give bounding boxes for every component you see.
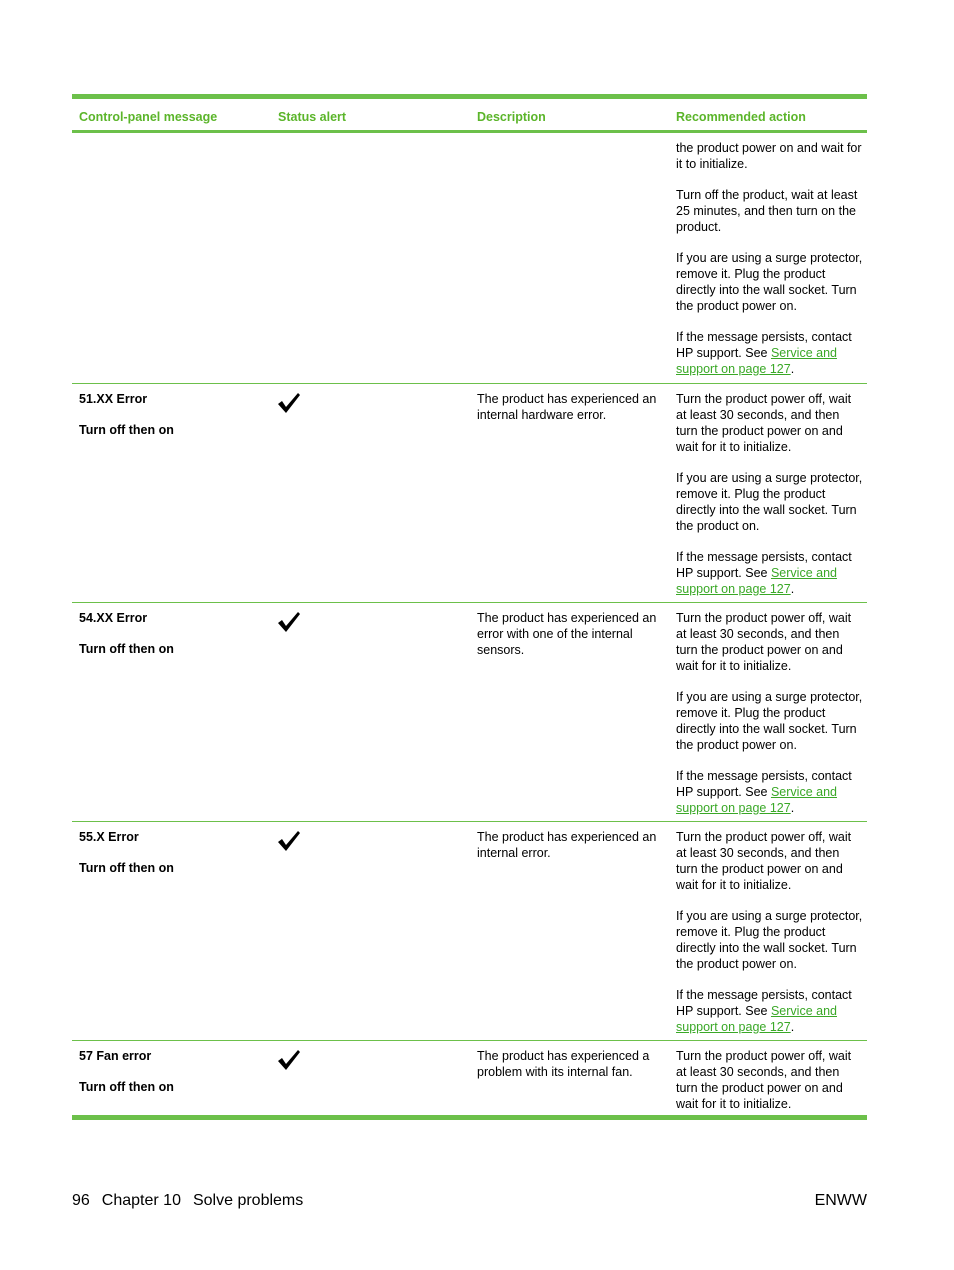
action-text: If you are using a surge protector, remove it. Plug the product directly into the wall socket. Turn the product on. bbox=[676, 471, 863, 533]
header-recommended-action: Recommended action bbox=[676, 110, 806, 124]
control-panel-message: 54.XX Error bbox=[79, 611, 148, 625]
control-panel-submessage: Turn off then on bbox=[79, 861, 174, 875]
table-row-continuation bbox=[72, 133, 867, 384]
table-row bbox=[72, 384, 867, 603]
control-panel-submessage: Turn off then on bbox=[79, 642, 174, 656]
action-cell bbox=[669, 384, 867, 602]
status-alert-cell bbox=[271, 1041, 470, 1115]
contact-text: If the message persists, contact HP support. See Service and support on page 127. bbox=[676, 550, 852, 596]
page-number: 96 bbox=[72, 1192, 90, 1209]
status-alert-cell bbox=[271, 822, 470, 1040]
table-bottom-rule bbox=[72, 1115, 867, 1120]
message-cell bbox=[72, 822, 271, 1040]
action-text: If you are using a surge protector, remove it. Plug the product directly into the wall socket. Turn the product power on. bbox=[676, 690, 863, 752]
service-support-link[interactable]: Service and support on page 127 bbox=[676, 566, 837, 596]
action-text: Turn the product power off, wait at least 30 seconds, and then turn the product power on and wait for it to initialize. bbox=[676, 1049, 852, 1111]
description-cell: The product has experienced a problem with its internal fan. bbox=[477, 1049, 650, 1079]
checkmark-icon bbox=[276, 829, 302, 853]
control-panel-submessage: Turn off then on bbox=[79, 1080, 174, 1094]
control-panel-submessage: Turn off then on bbox=[79, 423, 174, 437]
table-header-row bbox=[72, 99, 867, 133]
action-cell bbox=[669, 822, 867, 1040]
description-cell bbox=[470, 133, 669, 383]
checkmark-icon bbox=[276, 610, 302, 634]
header-control-panel-message: Control-panel message bbox=[79, 110, 218, 124]
error-message-table bbox=[72, 94, 867, 1120]
action-cell bbox=[669, 603, 867, 821]
service-support-link[interactable]: Service and support on page 127 bbox=[676, 1004, 837, 1034]
action-text: Turn the product power off, wait at least 30 seconds, and then turn the product power on and wait for it to initialize. bbox=[676, 611, 852, 673]
message-cell bbox=[72, 384, 271, 602]
action-text: If you are using a surge protector, remove it. Plug the product directly into the wall socket. Turn the product power on. bbox=[676, 251, 863, 313]
edition-label: ENWW bbox=[814, 1192, 867, 1209]
contact-text: If the message persists, contact HP support. See Service and support on page 127. bbox=[676, 769, 852, 815]
table-row bbox=[72, 603, 867, 822]
service-support-link[interactable]: Service and support on page 127 bbox=[676, 785, 837, 815]
description-cell: The product has experienced an error with one of the internal sensors. bbox=[477, 611, 657, 657]
action-text: Turn the product power off, wait at least 30 seconds, and then turn the product power on and wait for it to initialize. bbox=[676, 392, 852, 454]
chapter-label: Chapter 10 bbox=[101, 1192, 181, 1209]
action-text: Turn off the product, wait at least 25 minutes, and then turn on the product. bbox=[676, 188, 858, 234]
checkmark-icon bbox=[276, 1048, 302, 1072]
message-cell bbox=[72, 133, 271, 383]
checkmark-icon bbox=[276, 391, 302, 415]
service-support-link[interactable]: Service and support on page 127 bbox=[676, 346, 837, 376]
action-cell bbox=[669, 1041, 867, 1115]
message-cell bbox=[72, 1041, 271, 1115]
header-status-alert: Status alert bbox=[278, 110, 347, 124]
control-panel-message: 51.XX Error bbox=[79, 392, 148, 406]
footer-left bbox=[72, 1192, 315, 1210]
action-text: the product power on and wait for it to initialize. bbox=[676, 141, 862, 171]
header-description: Description bbox=[477, 110, 546, 124]
control-panel-message: 57 Fan error bbox=[79, 1049, 152, 1063]
action-cell bbox=[669, 133, 867, 383]
table-row bbox=[72, 822, 867, 1041]
description-cell: The product has experienced an internal error. bbox=[477, 830, 657, 860]
contact-text: If the message persists, contact HP support. See Service and support on page 127. bbox=[676, 988, 852, 1034]
action-text: Turn the product power off, wait at least 30 seconds, and then turn the product power on and wait for it to initialize. bbox=[676, 830, 852, 892]
control-panel-message: 55.X Error bbox=[79, 830, 139, 844]
status-alert-cell bbox=[271, 384, 470, 602]
table-row bbox=[72, 1041, 867, 1115]
description-cell: The product has experienced an internal hardware error. bbox=[477, 392, 657, 422]
status-alert-cell bbox=[271, 133, 470, 383]
status-alert-cell bbox=[271, 603, 470, 821]
action-text: If you are using a surge protector, remove it. Plug the product directly into the wall socket. Turn the product power on. bbox=[676, 909, 863, 971]
contact-text: If the message persists, contact HP support. See Service and support on page 127. bbox=[676, 330, 852, 376]
message-cell bbox=[72, 603, 271, 821]
chapter-title: Solve problems bbox=[192, 1192, 304, 1209]
